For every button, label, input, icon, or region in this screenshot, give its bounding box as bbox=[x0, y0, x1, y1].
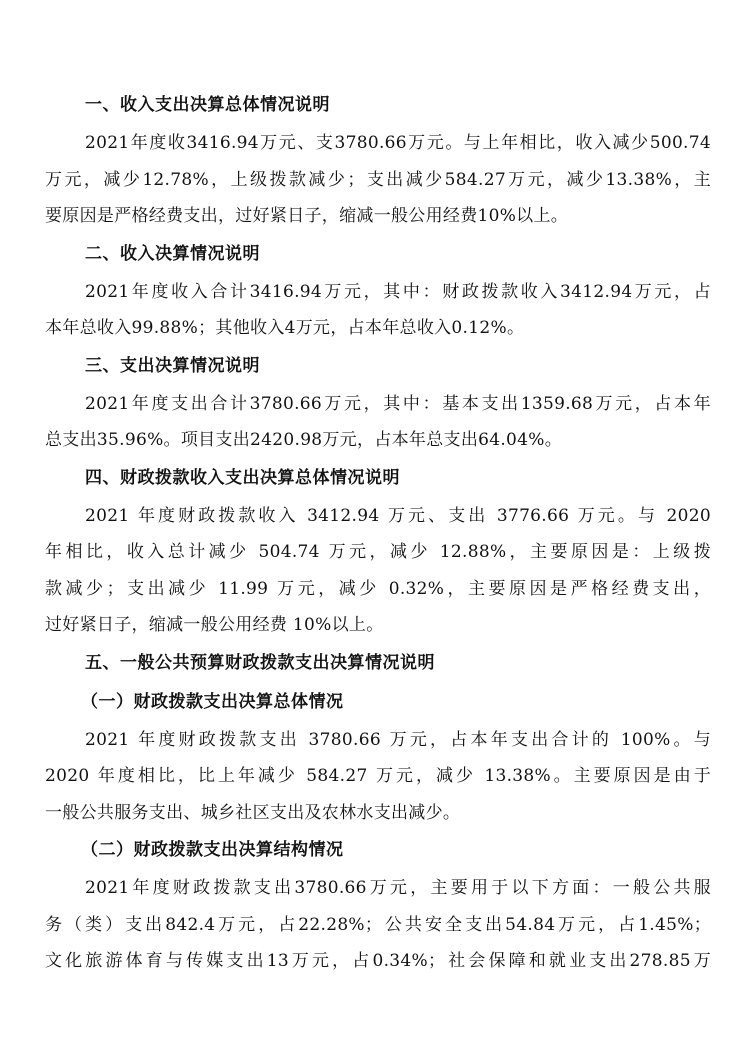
paragraph-line: 年相比，收入总计减少 504.74 万元，减少 12.88%，主要原因是：上级拨 bbox=[45, 542, 711, 562]
paragraph-line: 总支出35.96%。项目支出2420.98万元，占本年总支出64.04%。 bbox=[45, 430, 563, 450]
section-paragraph bbox=[45, 722, 711, 832]
section-paragraph bbox=[45, 125, 711, 235]
section-paragraph bbox=[45, 498, 711, 644]
paragraph-line: 2021年度收入合计3416.94万元，其中：财政拨款收入3412.94万元，占 bbox=[85, 281, 711, 302]
paragraph-line: 本年总收入99.88%；其他收入4万元，占本年总收入0.12%。 bbox=[45, 318, 525, 338]
paragraph-line: 一般公共服务支出、城乡社区支出及农林水支出减少。 bbox=[45, 802, 461, 823]
paragraph-line: 文化旅游体育与传媒支出13万元，占0.34%；社会保障和就业支出278.85万 bbox=[45, 951, 711, 971]
section-paragraph bbox=[45, 870, 711, 980]
paragraph-line: 要原因是严格经费支出，过好紧日子，缩减一般公用经费10%以上。 bbox=[45, 206, 569, 226]
paragraph-line: 过好紧日子，缩减一般公用经费 10%以上。 bbox=[45, 615, 384, 635]
section-heading: 三、支出决算情况说明 bbox=[85, 355, 260, 376]
paragraph-line: 2021 年度财政拨款收入 3412.94 万元、支出 3776.66 万元。与 2020 bbox=[85, 505, 711, 526]
section-paragraph bbox=[45, 274, 711, 347]
paragraph-line: 2021 年度财政拨款支出 3780.66 万元，占本年支出合计的 100%。与 bbox=[85, 729, 711, 750]
paragraph-line: 万元，减少12.78%，上级拨款减少；支出减少584.27万元，减少13.38%，主 bbox=[45, 169, 711, 190]
paragraph-line: 2020 年度相比，比上年减少 584.27 万元，减少 13.38%。主要原因是由于 bbox=[45, 766, 711, 786]
section-heading: （一）财政拨款支出决算总体情况 bbox=[81, 691, 344, 712]
section-heading: 五、一般公共预算财政拨款支出决算情况说明 bbox=[85, 652, 435, 673]
section-heading: 四、财政拨款收入支出决算总体情况说明 bbox=[85, 467, 400, 488]
paragraph-line: 务（类）支出842.4万元，占22.28%；公共安全支出54.84万元，占1.45%； bbox=[45, 914, 711, 935]
paragraph-line: 2021年度支出合计3780.66万元，其中：基本支出1359.68万元，占本年 bbox=[85, 393, 711, 414]
section-heading: 二、收入决算情况说明 bbox=[85, 243, 260, 264]
document-page bbox=[45, 86, 711, 980]
paragraph-line: 2021年度收3416.94万元、支3780.66万元。与上年相比，收入减少500.74 bbox=[85, 133, 711, 153]
section-heading: （二）财政拨款支出决算结构情况 bbox=[81, 840, 344, 860]
paragraph-line: 款减少；支出减少 11.99 万元，减少 0.32%，主要原因是严格经费支出， bbox=[45, 578, 711, 599]
section-paragraph bbox=[45, 386, 711, 459]
paragraph-line: 2021年度财政拨款支出3780.66万元，主要用于以下方面：一般公共服 bbox=[85, 878, 711, 898]
section-heading: 一、收入支出决算总体情况说明 bbox=[85, 95, 330, 115]
